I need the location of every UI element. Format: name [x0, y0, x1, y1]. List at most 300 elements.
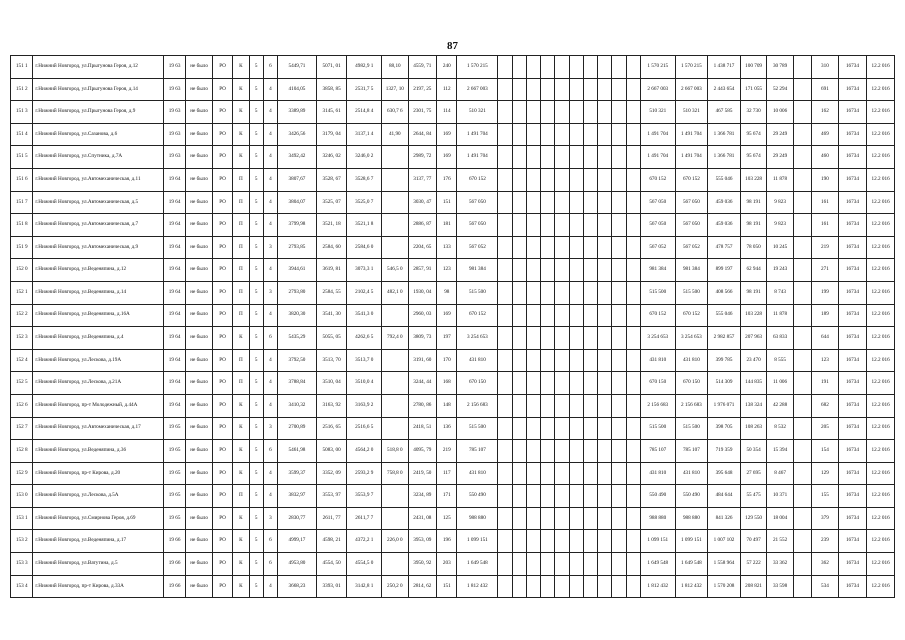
row-empty-cell [569, 372, 583, 395]
row-total-area: 3832,97 [278, 485, 317, 508]
row-empty-cell [569, 462, 583, 485]
row-empty-cell [626, 394, 640, 417]
table-row [11, 101, 895, 124]
row-wall-type: П [233, 191, 249, 214]
row-area-3: 3142,8 1 [347, 575, 382, 598]
row-empty-cell [541, 553, 555, 576]
row-entrances: 4 [263, 372, 277, 395]
row-empty-cell [612, 372, 626, 395]
table-row [11, 440, 895, 463]
row-residents: 240 [437, 56, 457, 79]
row-area-5: 2418, 51 [408, 417, 437, 440]
row-fund-3: 1 976 071 [708, 394, 741, 417]
row-empty-cell [498, 327, 512, 350]
row-material: РО [212, 168, 232, 191]
row-code: 16734 [838, 214, 867, 237]
row-date: 12.2 016 [867, 168, 895, 191]
row-number: 151 9 [11, 236, 33, 259]
row-total-area: 3820,30 [278, 304, 317, 327]
row-residents: 203 [437, 553, 457, 576]
row-empty-cell [612, 349, 626, 372]
row-empty-cell [512, 349, 526, 372]
row-blank [793, 78, 811, 101]
row-unit-cost: 219 [812, 236, 839, 259]
row-year: 19 64 [163, 372, 185, 395]
row-empty-cell [555, 123, 569, 146]
row-empty-cell [598, 168, 612, 191]
row-fund-2: 2 156 683 [675, 394, 708, 417]
row-fund-5: 10 006 [767, 101, 794, 124]
row-date: 12.2 016 [867, 462, 895, 485]
row-year: 19 65 [163, 417, 185, 440]
page-number: 87 [447, 40, 458, 52]
row-floors: 5 [249, 146, 263, 169]
row-empty-cell [526, 485, 540, 508]
row-empty-cell [555, 259, 569, 282]
row-empty-cell [626, 349, 640, 372]
row-empty-cell [555, 327, 569, 350]
row-fund-4: 100 709 [740, 56, 767, 79]
row-total-area: 3807,67 [278, 168, 317, 191]
row-empty-cell [498, 372, 512, 395]
row-area-4: 88,10 [382, 56, 409, 79]
row-empty-cell [512, 462, 526, 485]
row-empty-cell [512, 417, 526, 440]
row-fund-2: 431 810 [675, 349, 708, 372]
row-entrances: 4 [263, 304, 277, 327]
row-fund-2: 1 491 704 [675, 146, 708, 169]
row-floors: 5 [249, 78, 263, 101]
row-material: РО [212, 281, 232, 304]
row-fund-5: 11 878 [767, 168, 794, 191]
row-area-3: 3073,3 1 [347, 259, 382, 282]
row-area-3: 3246,0 2 [347, 146, 382, 169]
row-residents: 151 [437, 191, 457, 214]
row-entrances: 4 [263, 462, 277, 485]
row-empty-cell [612, 146, 626, 169]
row-blank [793, 259, 811, 282]
row-empty-cell [512, 530, 526, 553]
row-empty-cell [583, 440, 597, 463]
row-flag: не было [186, 553, 213, 576]
row-empty-cell [526, 168, 540, 191]
row-fund-1: 567 050 [640, 214, 675, 237]
row-area-5: 2857, 91 [408, 259, 437, 282]
row-empty-cell [541, 575, 555, 598]
row-date: 12.2 016 [867, 372, 895, 395]
row-address: г.Нижний Новгород, ул.Прыгунова Героя, д.12 [33, 56, 164, 79]
row-area-2: 3525, 07 [316, 191, 347, 214]
row-year: 19 64 [163, 259, 185, 282]
row-fund-4: 129 550 [740, 507, 767, 530]
row-fund-2: 670 150 [675, 372, 708, 395]
row-number: 151 6 [11, 168, 33, 191]
row-wall-type: К [233, 101, 249, 124]
row-empty-cell [583, 168, 597, 191]
row-area-4 [382, 394, 409, 417]
row-area-3: 4372,2 1 [347, 530, 382, 553]
row-wall-type: К [233, 440, 249, 463]
row-empty-cell [512, 372, 526, 395]
row-total-area: 3788,84 [278, 372, 317, 395]
row-fund-5: 33 598 [767, 575, 794, 598]
row-area-3: 2514,8 4 [347, 101, 382, 124]
row-code: 16734 [838, 440, 867, 463]
row-area-3: 2516,6 5 [347, 417, 382, 440]
row-year: 19 63 [163, 101, 185, 124]
row-empty-cell [583, 462, 597, 485]
row-floors: 5 [249, 349, 263, 372]
row-material: РО [212, 575, 232, 598]
row-material: РО [212, 417, 232, 440]
row-area-2: 3179, 04 [316, 123, 347, 146]
row-empty-cell [612, 168, 626, 191]
row-wall-type: К [233, 553, 249, 576]
row-total-area: 4104,05 [278, 78, 317, 101]
row-empty-cell [612, 485, 626, 508]
row-year: 19 64 [163, 327, 185, 350]
row-address: г.Нижний Новгород, ул.Автомеханическая, д.17 [33, 417, 164, 440]
row-area-4 [382, 214, 409, 237]
row-entrances: 3 [263, 507, 277, 530]
row-empty-cell [569, 101, 583, 124]
row-number: 151 2 [11, 78, 33, 101]
row-cost: 3 254 653 [457, 327, 498, 350]
row-date: 12.2 016 [867, 507, 895, 530]
row-area-3: 2102,4 5 [347, 281, 382, 304]
row-area-2: 3145, 61 [316, 101, 347, 124]
row-area-3: 4564,2 0 [347, 440, 382, 463]
row-code: 16734 [838, 281, 867, 304]
row-empty-cell [526, 394, 540, 417]
row-area-3: 3521,1 8 [347, 214, 382, 237]
row-address: г.Нижний Новгород, ул.Сазанова, д.6 [33, 123, 164, 146]
row-empty-cell [512, 507, 526, 530]
row-area-5: 3244, 44 [408, 372, 437, 395]
row-empty-cell [626, 78, 640, 101]
row-fund-3: 1 007 102 [708, 530, 741, 553]
row-fund-4: 27 695 [740, 462, 767, 485]
row-date: 12.2 016 [867, 214, 895, 237]
row-area-4 [382, 553, 409, 576]
row-flag: не было [186, 575, 213, 598]
row-fund-1: 1 491 704 [640, 146, 675, 169]
row-entrances: 3 [263, 417, 277, 440]
row-fund-2: 785 107 [675, 440, 708, 463]
table-row [11, 575, 895, 598]
row-empty-cell [626, 485, 640, 508]
row-empty-cell [598, 191, 612, 214]
row-residents: 123 [437, 259, 457, 282]
row-fund-2: 567 050 [675, 191, 708, 214]
row-fund-1: 2 156 683 [640, 394, 675, 417]
row-flag: не было [186, 236, 213, 259]
table-row [11, 530, 895, 553]
row-fund-5: 33 362 [767, 553, 794, 576]
row-residents: 197 [437, 327, 457, 350]
row-empty-cell [541, 417, 555, 440]
row-floors: 5 [249, 214, 263, 237]
row-blank [793, 146, 811, 169]
row-empty-cell [512, 304, 526, 327]
row-empty-cell [569, 146, 583, 169]
row-fund-1: 1 099 151 [640, 530, 675, 553]
row-area-2: 3619, 81 [316, 259, 347, 282]
row-flag: не было [186, 146, 213, 169]
row-code: 16734 [838, 372, 867, 395]
row-area-5: 3234, 89 [408, 485, 437, 508]
row-floors: 5 [249, 123, 263, 146]
row-entrances: 6 [263, 530, 277, 553]
row-fund-5: 52 294 [767, 78, 794, 101]
row-empty-cell [598, 236, 612, 259]
row-entrances: 4 [263, 123, 277, 146]
row-flag: не было [186, 440, 213, 463]
row-year: 19 63 [163, 123, 185, 146]
row-total-area: 4999,17 [278, 530, 317, 553]
table-row [11, 123, 895, 146]
row-residents: 171 [437, 485, 457, 508]
row-flag: не было [186, 304, 213, 327]
row-date: 12.2 016 [867, 101, 895, 124]
row-date: 12.2 016 [867, 530, 895, 553]
row-fund-5: 9 823 [767, 191, 794, 214]
row-fund-1: 1 570 215 [640, 56, 675, 79]
row-flag: не было [186, 281, 213, 304]
row-area-3: 4262,6 5 [347, 327, 382, 350]
row-total-area: 5435,29 [278, 327, 317, 350]
row-year: 19 65 [163, 485, 185, 508]
row-empty-cell [526, 417, 540, 440]
row-fund-1: 1 649 548 [640, 553, 675, 576]
row-empty-cell [541, 236, 555, 259]
row-empty-cell [555, 56, 569, 79]
row-area-2: 3513, 70 [316, 349, 347, 372]
row-unit-cost: 644 [812, 327, 839, 350]
row-fund-2: 1 812 432 [675, 575, 708, 598]
row-floors: 5 [249, 485, 263, 508]
row-number: 152 3 [11, 327, 33, 350]
row-total-area: 3804,07 [278, 191, 317, 214]
row-year: 19 63 [163, 78, 185, 101]
row-empty-cell [526, 553, 540, 576]
row-area-2: 3858, 85 [316, 78, 347, 101]
row-code: 16734 [838, 553, 867, 576]
row-empty-cell [612, 575, 626, 598]
row-total-area: 2700,89 [278, 417, 317, 440]
row-wall-type: К [233, 327, 249, 350]
row-area-4 [382, 191, 409, 214]
row-empty-cell [583, 56, 597, 79]
row-empty-cell [498, 146, 512, 169]
table-row [11, 507, 895, 530]
row-empty-cell [498, 56, 512, 79]
row-fund-5: 8 532 [767, 417, 794, 440]
row-fund-2: 567 052 [675, 236, 708, 259]
row-area-5: 1930, 04 [408, 281, 437, 304]
row-number: 153 1 [11, 507, 33, 530]
row-empty-cell [555, 507, 569, 530]
row-area-3: 3163,9 2 [347, 394, 382, 417]
row-floors: 5 [249, 372, 263, 395]
row-empty-cell [569, 123, 583, 146]
row-fund-5: 29 249 [767, 123, 794, 146]
row-wall-type: П [233, 349, 249, 372]
row-unit-cost: 123 [812, 349, 839, 372]
row-empty-cell [512, 259, 526, 282]
row-date: 12.2 016 [867, 259, 895, 282]
row-empty-cell [512, 575, 526, 598]
row-area-2: 3246, 02 [316, 146, 347, 169]
table-row [11, 372, 895, 395]
row-empty-cell [526, 507, 540, 530]
row-empty-cell [555, 394, 569, 417]
row-area-4 [382, 417, 409, 440]
row-empty-cell [541, 485, 555, 508]
row-cost: 550 490 [457, 485, 498, 508]
row-empty-cell [583, 575, 597, 598]
row-wall-type: П [233, 281, 249, 304]
row-total-area: 5449,71 [278, 56, 317, 79]
row-entrances: 6 [263, 440, 277, 463]
row-empty-cell [612, 78, 626, 101]
row-material: РО [212, 462, 232, 485]
row-residents: 181 [437, 214, 457, 237]
row-empty-cell [583, 327, 597, 350]
row-empty-cell [498, 394, 512, 417]
row-area-4: 250,2 0 [382, 575, 409, 598]
row-entrances: 4 [263, 146, 277, 169]
row-fund-3: 555 046 [708, 168, 741, 191]
row-empty-cell [598, 327, 612, 350]
row-blank [793, 372, 811, 395]
row-residents: 117 [437, 462, 457, 485]
row-residents: 176 [437, 168, 457, 191]
row-flag: не было [186, 191, 213, 214]
row-empty-cell [526, 259, 540, 282]
row-floors: 5 [249, 56, 263, 79]
row-number: 153 0 [11, 485, 33, 508]
row-area-2: 3393, 01 [316, 575, 347, 598]
row-area-2: 4554, 50 [316, 553, 347, 576]
row-unit-cost: 129 [812, 462, 839, 485]
row-entrances: 3 [263, 281, 277, 304]
row-empty-cell [512, 440, 526, 463]
row-flag: не было [186, 56, 213, 79]
row-empty-cell [512, 191, 526, 214]
row-material: РО [212, 372, 232, 395]
row-empty-cell [512, 281, 526, 304]
row-blank [793, 168, 811, 191]
row-floors: 5 [249, 304, 263, 327]
row-empty-cell [626, 123, 640, 146]
row-fund-1: 1 812 432 [640, 575, 675, 598]
row-unit-cost: 379 [812, 507, 839, 530]
row-empty-cell [555, 191, 569, 214]
row-wall-type: П [233, 214, 249, 237]
row-year: 19 66 [163, 530, 185, 553]
row-unit-cost: 691 [812, 78, 839, 101]
table-row [11, 417, 895, 440]
row-wall-type: К [233, 530, 249, 553]
row-floors: 5 [249, 101, 263, 124]
row-area-4 [382, 349, 409, 372]
row-entrances: 4 [263, 485, 277, 508]
row-year: 19 64 [163, 304, 185, 327]
row-empty-cell [598, 575, 612, 598]
row-unit-cost: 190 [812, 168, 839, 191]
row-number: 151 4 [11, 123, 33, 146]
row-cost: 2 156 683 [457, 394, 498, 417]
row-number: 151 3 [11, 101, 33, 124]
row-empty-cell [569, 349, 583, 372]
row-empty-cell [626, 214, 640, 237]
row-empty-cell [598, 123, 612, 146]
row-fund-2: 515 500 [675, 417, 708, 440]
row-material: РО [212, 485, 232, 508]
row-fund-4: 23 470 [740, 349, 767, 372]
row-number: 152 5 [11, 372, 33, 395]
row-fund-3: 395 648 [708, 462, 741, 485]
row-empty-cell [569, 168, 583, 191]
row-wall-type: К [233, 78, 249, 101]
row-entrances: 3 [263, 236, 277, 259]
row-empty-cell [512, 168, 526, 191]
row-wall-type: П [233, 372, 249, 395]
row-empty-cell [498, 168, 512, 191]
row-area-4: 792,4 0 [382, 327, 409, 350]
row-year: 19 64 [163, 281, 185, 304]
row-empty-cell [626, 462, 640, 485]
row-cost: 567 052 [457, 236, 498, 259]
row-fund-3: 459 036 [708, 191, 741, 214]
row-empty-cell [541, 349, 555, 372]
row-date: 12.2 016 [867, 304, 895, 327]
row-fund-4: 98 191 [740, 214, 767, 237]
table-row [11, 349, 895, 372]
row-residents: 133 [437, 236, 457, 259]
row-entrances: 4 [263, 394, 277, 417]
row-address: г.Нижний Новгород, ул.Автомеханическая, д.5 [33, 191, 164, 214]
row-total-area: 3792,50 [278, 349, 317, 372]
row-fund-2: 515 500 [675, 281, 708, 304]
row-flag: не было [186, 349, 213, 372]
row-wall-type: К [233, 123, 249, 146]
row-residents: 169 [437, 123, 457, 146]
row-area-3: 4982,9 1 [347, 56, 382, 79]
row-residents: 219 [437, 440, 457, 463]
table-row [11, 485, 895, 508]
row-code: 16734 [838, 304, 867, 327]
row-empty-cell [512, 214, 526, 237]
row-number: 153 4 [11, 575, 33, 598]
row-unit-cost: 239 [812, 530, 839, 553]
row-empty-cell [569, 394, 583, 417]
row-code: 16734 [838, 530, 867, 553]
row-fund-4: 171 055 [740, 78, 767, 101]
row-code: 16734 [838, 462, 867, 485]
table-row [11, 168, 895, 191]
row-fund-3: 719 359 [708, 440, 741, 463]
row-fund-4: 103 228 [740, 304, 767, 327]
row-fund-5: 10 245 [767, 236, 794, 259]
row-area-5: 2989, 72 [408, 146, 437, 169]
row-code: 16734 [838, 394, 867, 417]
row-empty-cell [541, 281, 555, 304]
row-empty-cell [583, 214, 597, 237]
row-empty-cell [626, 327, 640, 350]
row-fund-1: 2 667 003 [640, 78, 675, 101]
